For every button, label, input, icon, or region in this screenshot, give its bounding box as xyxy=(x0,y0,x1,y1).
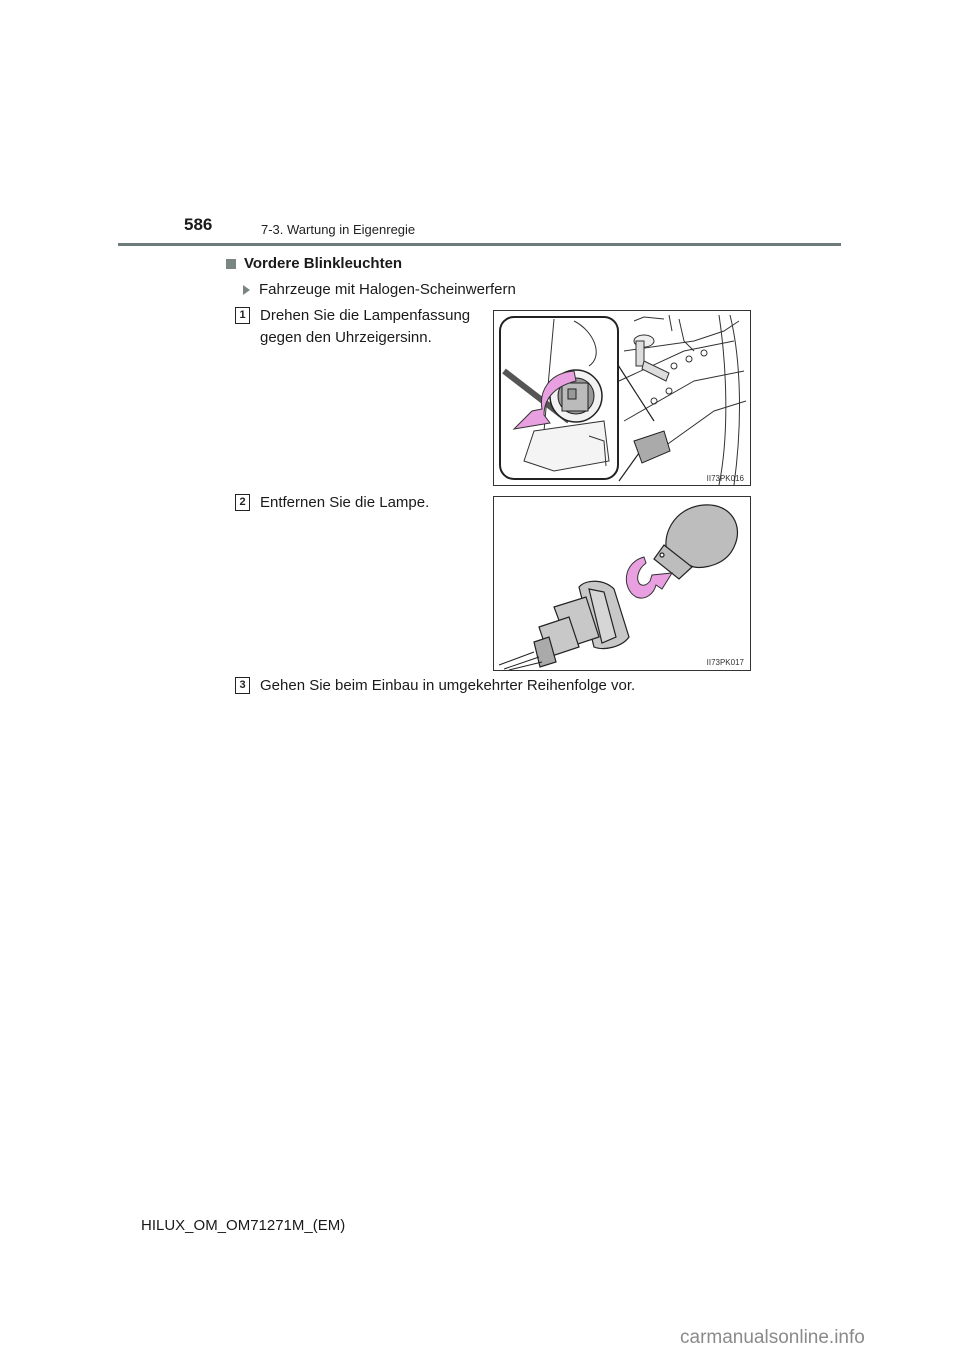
step-number-3: 3 xyxy=(235,677,250,694)
page-number: 586 xyxy=(184,215,213,234)
sub-heading xyxy=(243,281,516,298)
step-number-2: 2 xyxy=(235,494,250,511)
bulb-removal-illustration xyxy=(494,497,750,670)
header-divider xyxy=(118,243,841,246)
step-1-line-1: Drehen Sie die Lampenfassung xyxy=(260,307,471,324)
triangle-bullet-icon xyxy=(243,285,250,295)
step-number-1: 1 xyxy=(235,307,250,324)
step-2-text: Entfernen Sie die Lampe. xyxy=(260,494,430,511)
figure-rotate-socket xyxy=(493,310,751,486)
square-bullet-icon xyxy=(226,259,236,269)
step-3-text: Gehen Sie beim Einbau in umgekehrter Reihenfolge vor. xyxy=(260,677,636,694)
step-1-line-2: gegen den Uhrzeigersinn. xyxy=(260,329,432,346)
figure-remove-bulb xyxy=(493,496,751,671)
heading-text: Vordere Blinkleuchten xyxy=(244,255,403,272)
figure-2-code: II73PK017 xyxy=(706,658,744,667)
document-code: HILUX_OM_OM71271M_(EM) xyxy=(141,1217,346,1234)
watermark-link[interactable]: carmanualsonline.info xyxy=(680,1327,865,1348)
headlight-socket-illustration xyxy=(494,311,750,485)
figure-1-code: II73PK016 xyxy=(706,474,744,483)
section-heading xyxy=(226,255,402,272)
subheading-text: Fahrzeuge mit Halogen-Scheinwerfern xyxy=(259,281,516,298)
section-title: 7-3. Wartung in Eigenregie xyxy=(261,222,416,237)
step-1-text xyxy=(260,305,470,349)
